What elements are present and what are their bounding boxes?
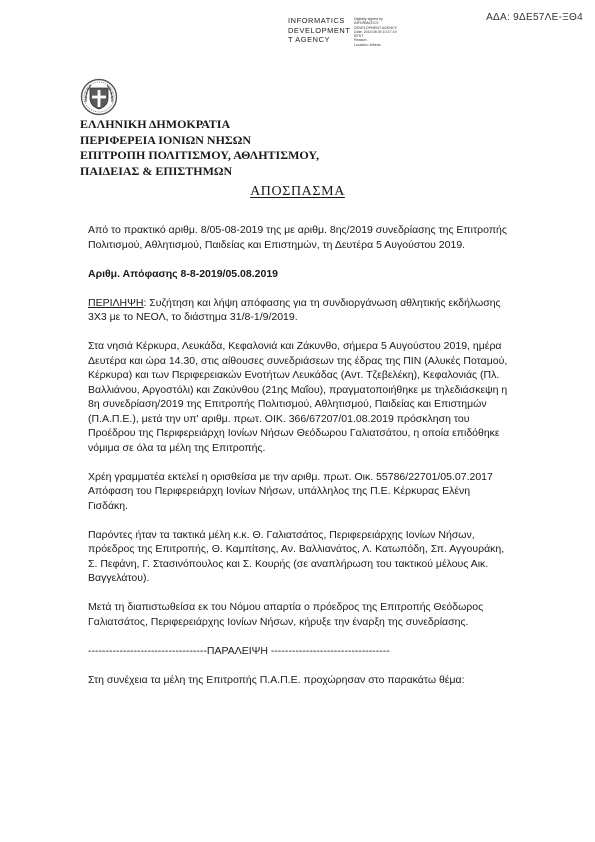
omission-divider: ----------------------------------ΠΑΡΑΛΕΙΨΗ ---------------------------------- bbox=[88, 644, 390, 657]
signature-stamp-line: T AGENCY bbox=[288, 35, 331, 45]
signature-stamp-detail: INFORMATICS bbox=[354, 21, 379, 26]
summary-label: ΠΕΡΙΛΗΨΗ bbox=[88, 296, 144, 309]
signature-stamp-detail: Digitally signed by bbox=[354, 17, 383, 21]
signature-stamp-agency bbox=[288, 16, 351, 45]
ada-code: ΑΔΑ: 9ΔΕ57ΛΕ-ΞΘ4 bbox=[486, 12, 583, 23]
present-members-paragraph: Παρόντες ήταν τα τακτικά μέλη κ.κ. Θ. Γαλιατσάτος, Περιφερειάρχης Ιονίων Νήσων, πρόεδρος της Επιτροπής, Θ. Καμπίτσης, Αν. Βαλλιανάτος, Λ. Κατωπόδη, Σπ. Αγγουράκη, Σ. Πεφάνη, Γ. Στασινόπουλος και Σ. Κουρής (σε αναπλήρωση του τακτικού μέλους Αικ. Βαγγελάτου). bbox=[88, 528, 505, 584]
issuer-committee-cont: ΠΑΙΔΕΙΑΣ & ΕΠΙΣΤΗΜΩΝ bbox=[80, 163, 233, 178]
issuer-header bbox=[80, 117, 460, 179]
document-body bbox=[88, 223, 510, 702]
signature-stamp-detail: Location: Athens bbox=[354, 42, 381, 47]
issuer-country: ΕΛΛΗΝΙΚΗ ΔΗΜΟΚΡΑΤΙΑ bbox=[80, 117, 231, 131]
summary-paragraph bbox=[88, 296, 510, 325]
quorum-paragraph: Μετά τη διαπιστωθείσα εκ του Νόμου απαρτία ο πρόεδρος της Επιτροπής Θεόδωρος Γαλιατσάτος, Περιφερειάρχης Ιονίων Νήσων, κήρυξε την έναρξη της συνεδρίασης. bbox=[88, 601, 484, 628]
decision-number: Αριθμ. Απόφασης 8-8-2019/05.08.2019 bbox=[88, 267, 279, 280]
intro-paragraph: Από το πρακτικό αριθμ. 8/05-08-2019 της με αριθμ. 8ης/2019 συνεδρίασης της Επιτροπής Πολιτισμού, Αθλητισμού, Παιδείας και Επιστημών, τη Δευτέρα 5 Αυγούστου 2019. bbox=[88, 224, 507, 251]
signature-stamp-line: INFORMATICS bbox=[288, 16, 345, 25]
meeting-paragraph: Στα νησιά Κέρκυρα, Λευκάδα, Κεφαλονιά και Ζάκυνθο, σήμερα 5 Αυγούστου 2019, ημέρα Δευτέρα και ώρα 14.30, στις αίθουσες συνεδριάσεων της έδρας της ΠΙΝ (Αλυκές Ποταμού, Κέρκυρα) και των Περιφερειακών Ενοτήτων Λευκάδας (Αντ. Τζεβελέκη), Κεφαλονιάς (Πλ. Βαλλιάνου, Αργοστόλι) και Ζακύνθου (21ης Μαΐου), πραγματοποιήθηκε με τηλεδιάσκεψη η 8η συνεδρίαση/2019 της Επιτροπής Πολιτισμού, Αθλητισμού, Παιδείας και Επιστημών (Π.Α.Π.Ε.), μετά την υπ' αριθμ. πρωτ. ΟΙΚ. 366/67207/01.08.2019 πρόσκληση του Προέδρου της Περιφερειάρχη Ιονίων Νήσων Θεόδωρου Γαλιατσάτου, η οποία επιδόθηκε νόμιμα σε όλα τα μέλη της Επιτροπής. bbox=[88, 340, 508, 454]
secretary-paragraph: Χρέη γραμματέα εκτελεί η ορισθείσα με την αριθμ. πρωτ. Οικ. 55786/22701/05.07.2017 Απόφαση του Περιφερειάρχη Ιονίων Νήσων, υπάλληλος της Π.Ε. Κέρκυρας Ελένη Γισδάκη. bbox=[88, 470, 493, 512]
signature-stamp-detail: EEST bbox=[354, 34, 364, 39]
signature-stamp-detail: DEVELOPMENT AGENCY bbox=[354, 25, 398, 30]
signature-stamp-detail: Date: 2019.08.09 10:17:19 bbox=[354, 29, 397, 34]
signature-stamp-line: DEVELOPMENT bbox=[288, 25, 351, 35]
document-title bbox=[0, 184, 595, 200]
signature-stamp-details bbox=[354, 17, 428, 47]
summary-text: : Συζήτηση και λήψη απόφασης για τη συνδιοργάνωση αθλητικής εκδήλωσης 3Χ3 με το ΝΕΟΛ, το διάστημα 31/8-1/9/2019. bbox=[88, 296, 501, 323]
coat-of-arms-icon bbox=[80, 78, 118, 116]
issuer-region: ΠΕΡΙΦΕΡΕΙΑ ΙΟΝΙΩΝ ΝΗΣΩΝ bbox=[80, 132, 252, 147]
issuer-committee: ΕΠΙΤΡΟΠΗ ΠΟΛΙΤΙΣΜΟΥ, ΑΘΛΗΤΙΣΜΟΥ, bbox=[80, 148, 319, 162]
document-title-text: ΑΠΟΣΠΑΣΜΑ bbox=[250, 184, 345, 199]
continuation-paragraph: Στη συνέχεια τα μέλη της Επιτροπής Π.Α.Π.Ε. προχώρησαν στο παρακάτω θέμα: bbox=[88, 673, 465, 686]
digital-signature-stamp bbox=[288, 16, 428, 52]
signature-stamp-detail: Reason: bbox=[354, 38, 368, 43]
